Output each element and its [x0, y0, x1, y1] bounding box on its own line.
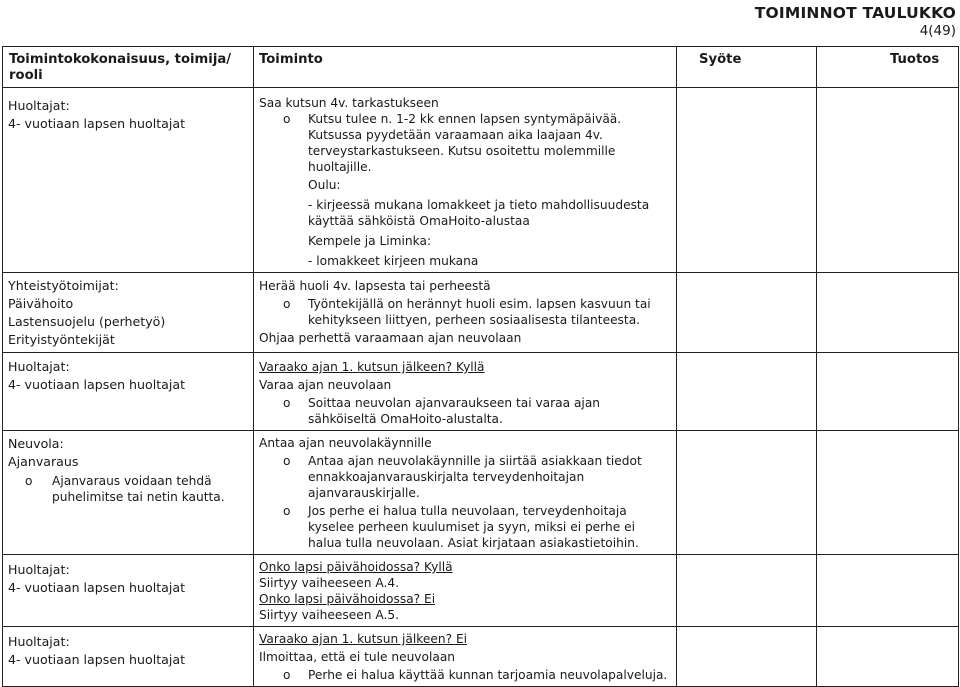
column-header-action: Toiminto: [254, 47, 677, 88]
role-name: Päivähoito: [8, 296, 74, 311]
city-note: - lomakkeet kirjeen mukana: [308, 254, 479, 268]
input-cell: [677, 353, 817, 431]
list-item-text: Soittaa neuvolan ajanvaraukseen tai varaa ajan sähköiseltä OmaHoito-alustalta.: [308, 396, 601, 426]
list-item: [8, 473, 248, 505]
table-header-row: [3, 47, 959, 88]
table-row: [3, 88, 959, 273]
bullet-icon: o: [283, 454, 291, 468]
list-item: [259, 111, 671, 175]
action-cell: [254, 273, 677, 353]
list-item-text: Työntekijällä on herännyt huoli esim. lapsen kasvuun tai kehitykseen liittyen, perheen sosiaalisesta tilanteesta.: [308, 297, 651, 327]
decision-question: Varaako ajan 1. kutsun jälkeen? Ei: [259, 632, 468, 646]
list-item: [259, 503, 671, 551]
output-cell: [817, 555, 959, 627]
list-item-text: Kutsu tulee n. 1-2 kk ennen lapsen syntymäpäivää. Kutsussa pyydetään varaamaan aika laajaan 4v. terveystarkastukseen. Kutsu osoitettu molemmille huoltajille.: [308, 112, 622, 174]
action-title: Varaa ajan neuvolaan: [259, 378, 392, 392]
table-row: [3, 431, 959, 555]
decision-question: Varaako ajan 1. kutsun jälkeen? Kyllä: [259, 360, 485, 374]
action-title: Ilmoittaa, että ei tule neuvolaan: [259, 650, 456, 664]
input-cell: [677, 555, 817, 627]
role-name: 4- vuotiaan lapsen huoltajat: [8, 377, 186, 392]
action-title: Antaa ajan neuvolakäynnille: [259, 436, 432, 450]
list-item: [259, 296, 671, 328]
page-number: 4(49): [919, 23, 956, 39]
city-label-kempele: Kempele ja Liminka:: [308, 234, 432, 248]
action-cell: [254, 627, 677, 687]
action-title: Herää huoli 4v. lapsesta tai perheestä: [259, 279, 491, 293]
output-cell: [817, 88, 959, 273]
column-header-role: Toimintokokonaisuus, toimija/ rooli: [3, 47, 254, 88]
bullet-icon: o: [283, 112, 291, 126]
action-note: Ohjaa perhettä varaamaan ajan neuvolaan: [259, 331, 522, 345]
action-title: Saa kutsun 4v. tarkastukseen: [259, 96, 439, 110]
output-cell: [817, 273, 959, 353]
input-cell: [677, 627, 817, 687]
action-cell: [254, 353, 677, 431]
table-row: [3, 555, 959, 627]
role-name: Erityistyöntekijät: [8, 332, 115, 347]
list-item: [259, 667, 671, 683]
role-name: 4- vuotiaan lapsen huoltajat: [8, 652, 186, 667]
role-label: Yhteistyötoimijat:: [8, 278, 119, 293]
role-cell: [3, 353, 254, 431]
role-cell: [3, 88, 254, 273]
role-cell: [3, 555, 254, 627]
role-label: Huoltajat:: [8, 359, 70, 374]
decision-question: Onko lapsi päivähoidossa? Ei: [259, 592, 436, 606]
bullet-icon: o: [283, 504, 291, 518]
action-cell: [254, 431, 677, 555]
bullet-icon: o: [283, 668, 291, 682]
actions-table: [2, 46, 959, 687]
decision-answer: Siirtyy vaiheeseen A.4.: [259, 576, 399, 590]
table-row: [3, 353, 959, 431]
action-cell: [254, 88, 677, 273]
city-note: - kirjeessä mukana lomakkeet ja tieto mahdollisuudesta käyttää sähköistä OmaHoito-alustaa: [308, 198, 650, 228]
action-cell: [254, 555, 677, 627]
list-item-text: Perhe ei halua käyttää kunnan tarjoamia neuvolapalveluja.: [308, 668, 668, 682]
bullet-icon: o: [283, 297, 291, 311]
output-cell: [817, 627, 959, 687]
list-item-text: Jos perhe ei halua tulla neuvolaan, terveydenhoitaja kyselee perheen kuulumiset ja syyn, miksi ei perhe ei halua tulla neuvolaan. Asiat kirjataan asiakastietoihin.: [308, 504, 639, 550]
role-name: 4- vuotiaan lapsen huoltajat: [8, 116, 186, 131]
column-header-output: Tuotos: [817, 47, 959, 88]
role-label: Huoltajat:: [8, 98, 70, 113]
role-cell: [3, 431, 254, 555]
document-title: TOIMINNOT TAULUKKO: [754, 4, 956, 22]
input-cell: [677, 431, 817, 555]
list-item: [259, 395, 671, 427]
role-cell: [3, 273, 254, 353]
decision-answer: Siirtyy vaiheeseen A.5.: [259, 608, 399, 622]
decision-question: Onko lapsi päivähoidossa? Kyllä: [259, 560, 453, 574]
input-cell: [677, 273, 817, 353]
city-label-oulu: Oulu:: [308, 178, 341, 192]
role-name: Ajanvaraus: [8, 454, 79, 469]
list-item-text: Antaa ajan neuvolakäynnille ja siirtää asiakkaan tiedot ennakkoajanvarauskirjalta terveydenhoitajan ajanvarauskirjalle.: [308, 454, 642, 500]
table-row: [3, 627, 959, 687]
bullet-icon: o: [283, 396, 291, 410]
output-cell: [817, 431, 959, 555]
list-item-text: Ajanvaraus voidaan tehdä puhelimitse tai netin kautta.: [52, 474, 225, 504]
table-row: [3, 273, 959, 353]
role-label: Huoltajat:: [8, 634, 70, 649]
role-cell: [3, 627, 254, 687]
role-name: Lastensuojelu (perhetyö): [8, 314, 166, 329]
role-label: Huoltajat:: [8, 562, 70, 577]
bullet-icon: o: [25, 474, 33, 488]
column-header-input: Syöte: [677, 47, 817, 88]
role-name: 4- vuotiaan lapsen huoltajat: [8, 580, 186, 595]
role-label: Neuvola:: [8, 436, 64, 451]
list-item: [259, 453, 671, 501]
output-cell: [817, 353, 959, 431]
input-cell: [677, 88, 817, 273]
